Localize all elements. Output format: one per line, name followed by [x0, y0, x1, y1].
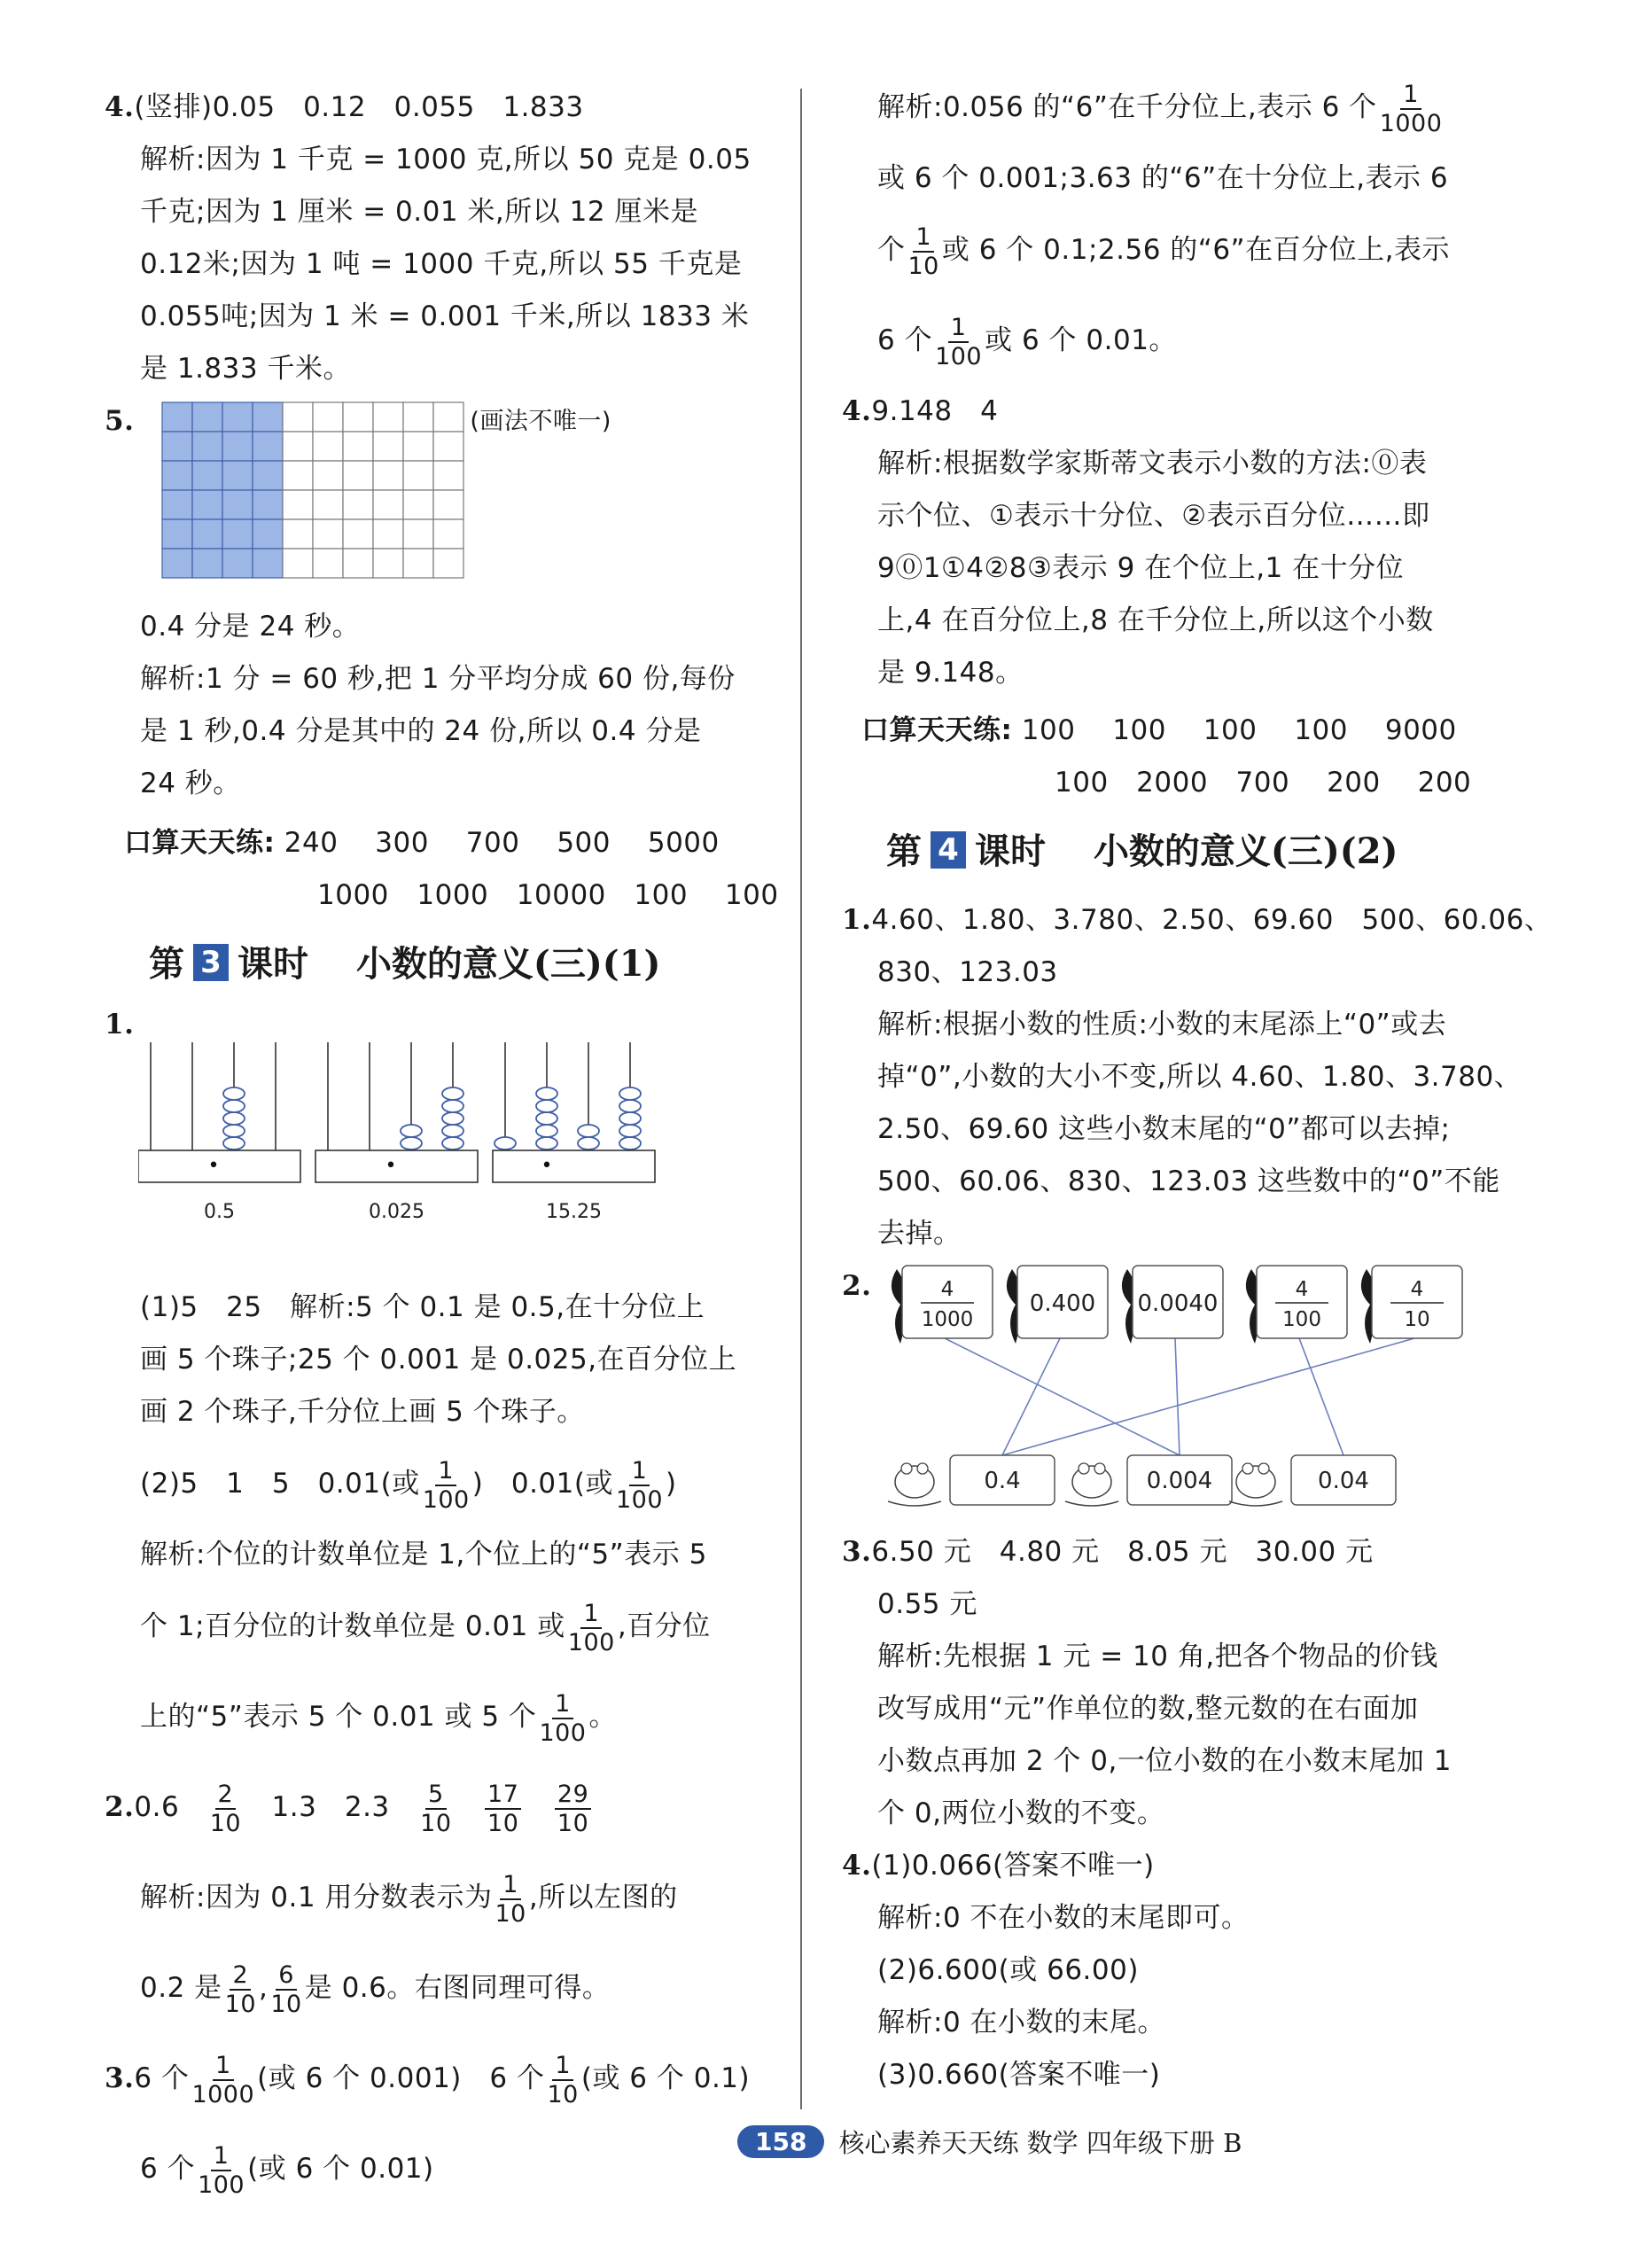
- l4q1-line: 解析:根据小数的性质:小数的末尾添上“0”或去: [877, 1009, 1447, 1040]
- abacus-bead: [536, 1100, 557, 1112]
- l3q1-line: 画 5 个珠子;25 个 0.001 是 0.025,在百分位上: [140, 1344, 737, 1376]
- grid-cell: [313, 461, 343, 490]
- lesson-number-badge: 3: [193, 944, 229, 981]
- abacus-bead: [442, 1100, 463, 1112]
- fraction: $\frac{17}{10}$: [485, 1781, 521, 1837]
- page-footer: [737, 2122, 1242, 2161]
- q4r-analysis-line: 是 9.148。: [877, 657, 1024, 689]
- fraction: $\frac{6}{10}$: [270, 1960, 302, 2018]
- frog-eye: [1258, 1463, 1269, 1474]
- grid-cell: [253, 461, 283, 490]
- grid-cell: [433, 432, 463, 461]
- q4r-analysis-line: 解析:根据数学家斯蒂文表示小数的方法:⓪表: [877, 448, 1428, 479]
- grid-cell: [343, 549, 373, 578]
- grid-cell: [222, 519, 253, 549]
- grid-cell: [222, 549, 253, 578]
- abacus-frame: [315, 1150, 478, 1182]
- grid-cell: [192, 519, 222, 549]
- q5-note: (画法不唯一): [470, 408, 611, 435]
- grid-cell: [222, 402, 253, 432]
- abacus-bead: [223, 1100, 245, 1112]
- grid-cell: [313, 402, 343, 432]
- grid-cell: [162, 519, 192, 549]
- grid-cell: [192, 461, 222, 490]
- decimal-point: •: [207, 1155, 220, 1177]
- prev-analysis: 或 6 个 0.001;3.63 的“6”在十分位上,表示 6: [877, 162, 1449, 194]
- lesson3-title: 第 3 课时 小数的意义(三)(1): [149, 943, 661, 985]
- abacus-bead: [619, 1087, 641, 1100]
- l3q3-answer: 6 个 $\frac{1}{100}$ (或 6 个 0.01): [140, 2141, 434, 2199]
- l3q2-analysis: 0.2 是 $\frac{2}{10}$ , $\frac{6}{10}$ 是 0.6。右图同理可得。: [140, 1960, 611, 2018]
- l4q4-line: 解析:0 不在小数的末尾即可。: [877, 1902, 1250, 1934]
- q4-analysis-line: 0.12米;因为 1 吨 = 1000 千克,所以 55 千克是: [140, 248, 743, 280]
- q4r-analysis-line: 9⓪1①4②8③表示 9 在个位上,1 在十分位: [877, 552, 1405, 584]
- frog-eye: [1079, 1463, 1089, 1474]
- match-line: [1002, 1338, 1414, 1455]
- grid-cell: [373, 549, 403, 578]
- prev-analysis: 个 $\frac{1}{10}$ 或 6 个 0.1;2.56 的“6”在百分位上,表示: [877, 222, 1450, 280]
- frog-legs: [1229, 1501, 1282, 1506]
- l4q3-line: 解析:先根据 1 元 = 10 角,把各个物品的价钱: [877, 1641, 1438, 1672]
- fraction: $\frac{1}{1000}$: [1379, 80, 1443, 137]
- frog-icon: [1236, 1466, 1275, 1498]
- grid-cell: [162, 461, 192, 490]
- grid-cell: [433, 461, 463, 490]
- grid-cell: [162, 432, 192, 461]
- l4q4-line: (3)0.660(答案不唯一): [877, 2059, 1161, 2091]
- l4q3-line: 个 0,两位小数的不变。: [877, 1797, 1165, 1829]
- grid-cell: [373, 461, 403, 490]
- q4r-analysis-line: 上,4 在百分位上,8 在千分位上,所以这个小数: [877, 604, 1434, 636]
- grid-cell: [313, 432, 343, 461]
- abacus-frame: [493, 1150, 655, 1182]
- matching-diagram-row: 2. 4 1000 0.400 0.0040 4 100 4 10 0.4 0.004 0.04: [842, 1260, 1524, 1526]
- l3q1-part2: (2)5 1 5 0.01(或 $\frac{1}{100}$ ) 0.01(或 $\frac{1}{100}$ ): [140, 1456, 677, 1514]
- l3q3-answer: 3.6 个 $\frac{1}{1000}$ (或 6 个 0.001) 6 个 $\frac{1}{10}$ (或 6 个 0.1): [105, 2051, 751, 2108]
- card-denominator: 10: [1404, 1308, 1430, 1331]
- page-number: 158: [737, 2125, 824, 2158]
- abacus-bead: [619, 1112, 641, 1125]
- frog-icon: [1072, 1466, 1111, 1498]
- l4q3-line: 3.6.50 元 4.80 元 8.05 元 30.00 元: [842, 1536, 1374, 1568]
- card-value: 0.400: [1029, 1290, 1096, 1317]
- match-line: [1299, 1338, 1343, 1455]
- prev-analysis: 解析:0.056 的“6”在千分位上,表示 6 个 $\frac{1}{1000}$: [877, 80, 1443, 137]
- column-divider: [800, 89, 802, 2109]
- grid-cell: [283, 432, 313, 461]
- l3q1-line: (1)5 25 解析:5 个 0.1 是 0.5,在十分位上: [140, 1291, 705, 1323]
- l4q3-line: 0.55 元: [877, 1588, 977, 1620]
- q5-answer: 0.4 分是 24 秒。: [140, 611, 361, 643]
- abacus-bead: [536, 1087, 557, 1100]
- grid-cell: [283, 490, 313, 519]
- match-line: [1175, 1338, 1180, 1455]
- right-column: [842, 80, 1553, 2101]
- q5-analysis-line: 解析:1 分 = 60 秒,把 1 分平均分成 60 份,每份: [140, 663, 736, 695]
- grid-cell: [403, 549, 433, 578]
- grid-cell: [283, 519, 313, 549]
- l4q4-line: (2)6.600(或 66.00): [877, 1954, 1139, 1986]
- grid-cell: [253, 490, 283, 519]
- grid-cell: [373, 490, 403, 519]
- fraction: $\frac{5}{10}$: [420, 1780, 452, 1837]
- abacus-label: 0.5: [204, 1201, 235, 1223]
- l4q4-line: 解析:0 在小数的末尾。: [877, 2007, 1166, 2038]
- frog-eye: [901, 1463, 912, 1474]
- frog-eye: [917, 1463, 928, 1474]
- decimal-point: •: [385, 1155, 397, 1177]
- grid-cell: [253, 519, 283, 549]
- fraction: $\frac{1}{100}$: [422, 1456, 470, 1514]
- grid-cell: [253, 402, 283, 432]
- l4q3-line: 改写成用“元”作单位的数,整元数的在右面加: [877, 1693, 1419, 1725]
- q5-analysis-line: 24 秒。: [140, 768, 241, 799]
- grid-cell: [373, 432, 403, 461]
- frog-icon: [895, 1466, 934, 1498]
- grid-cell: [253, 549, 283, 578]
- abacus-bead: [401, 1125, 422, 1137]
- abacus-bead: [536, 1125, 557, 1137]
- grid-cell: [162, 549, 192, 578]
- abacus-bead: [442, 1125, 463, 1137]
- l3q1-line: 解析:个位的计数单位是 1,个位上的“5”表示 5: [140, 1539, 707, 1570]
- frog-legs: [1065, 1501, 1118, 1506]
- oral-practice-row2: 1000 1000 10000 100 100: [317, 879, 779, 911]
- q4-analysis-line: 解析:因为 1 千克 = 1000 克,所以 50 克是 0.05: [140, 144, 752, 175]
- grid-cell: [313, 549, 343, 578]
- abacus-bead: [442, 1087, 463, 1100]
- grid-cell: [343, 432, 373, 461]
- grid-cell: [433, 549, 463, 578]
- left-column: [105, 82, 796, 2214]
- abacus-bead: [495, 1137, 516, 1150]
- grid-cell: [403, 461, 433, 490]
- frog-legs: [888, 1501, 941, 1506]
- grid-cell: [192, 490, 222, 519]
- abacus-bead: [536, 1112, 557, 1125]
- grid-cell: [283, 461, 313, 490]
- grid-cell: [192, 549, 222, 578]
- grid-cell: [222, 461, 253, 490]
- grid-cell: [403, 490, 433, 519]
- l4q3-line: 小数点再加 2 个 0,一位小数的在小数末尾加 1: [877, 1745, 1452, 1777]
- q4-answer-right: 4.9.148 4: [842, 395, 999, 427]
- q4r-analysis-line: 示个位、①表示十分位、②表示百分位……即: [877, 500, 1430, 532]
- frog-eye: [1242, 1463, 1253, 1474]
- target-value: 0.004: [1146, 1468, 1213, 1494]
- l3q1-line: 个 1;百分位的计数单位是 0.01 或 $\frac{1}{100}$ ,百分位: [140, 1599, 711, 1656]
- abacus-bead: [578, 1125, 599, 1137]
- abacus-bead: [223, 1125, 245, 1137]
- grid-cell: [192, 432, 222, 461]
- l3q2-analysis: 解析:因为 0.1 用分数表示为 $\frac{1}{10}$ ,所以左图的: [140, 1870, 678, 1928]
- grid-cell: [403, 432, 433, 461]
- l4q1-line: 500、60.06、830、123.03 这些数中的“0”不能: [877, 1165, 1500, 1197]
- abacus-bead: [223, 1137, 245, 1150]
- grid-cell: [433, 519, 463, 549]
- fraction: $\frac{1}{1000}$: [191, 2051, 255, 2108]
- matching-diagram: [870, 1260, 1526, 1526]
- oral-practice-row1-right: 口算天天练: 100 100 100 100 9000: [861, 714, 1457, 746]
- l3q1-number: 1.: [105, 1009, 135, 1040]
- abacus-bead: [401, 1137, 422, 1150]
- card-denominator: 1000: [921, 1308, 974, 1331]
- target-value: 0.4: [984, 1468, 1021, 1494]
- grid-cell: [192, 402, 222, 432]
- abacus-diagram: [138, 1042, 670, 1228]
- card-numerator: 4: [940, 1278, 954, 1301]
- book-title: 核心素养天天练 数学 四年级下册 B: [838, 2127, 1242, 2158]
- q4-analysis-line: 0.055吨;因为 1 米 = 0.001 千米,所以 1833 米: [140, 300, 750, 332]
- l4q1-line: 1.4.60、1.80、3.780、2.50、69.60 500、60.06、: [842, 904, 1553, 936]
- decimal-point: •: [541, 1155, 553, 1177]
- q4-analysis-line: 千克;因为 1 厘米 = 0.01 米,所以 12 厘米是: [140, 196, 698, 228]
- abacus-bead: [578, 1137, 599, 1150]
- grid-cell: [403, 519, 433, 549]
- l3q1-line: 画 2 个珠子,千分位上画 5 个珠子。: [140, 1396, 585, 1428]
- prev-analysis: 6 个 $\frac{1}{100}$ 或 6 个 0.01。: [877, 313, 1177, 370]
- abacus-label: 0.025: [369, 1201, 424, 1223]
- grid-cell: [373, 519, 403, 549]
- grid-cell: [343, 490, 373, 519]
- grid-cell: [433, 490, 463, 519]
- oral-practice-row2-right: 100 2000 700 200 200: [1055, 767, 1472, 799]
- lesson4-title: 第 4 课时 小数的意义(三)(2): [886, 830, 1398, 872]
- fraction: $\frac{1}{10}$: [907, 222, 939, 280]
- grid-cell: [283, 549, 313, 578]
- grid-cell: [162, 402, 192, 432]
- grid-cell: [403, 402, 433, 432]
- grid-cell: [313, 490, 343, 519]
- l4q4-line: 4.(1)0.066(答案不唯一): [842, 1850, 1155, 1882]
- card-value: 0.0040: [1137, 1290, 1219, 1317]
- grid-cell: [222, 432, 253, 461]
- grid-cell: [283, 402, 313, 432]
- match-line: [1002, 1338, 1060, 1455]
- grid-cell: [222, 490, 253, 519]
- fraction: $\frac{1}{100}$: [615, 1456, 664, 1514]
- abacus-bead: [619, 1125, 641, 1137]
- l4q1-line: 掉“0”,小数的大小不变,所以 4.60、1.80、3.780、: [877, 1061, 1523, 1093]
- lesson-number-badge: 4: [931, 831, 966, 869]
- l4q1-line: 830、123.03: [877, 956, 1058, 988]
- fraction: $\frac{1}{10}$: [495, 1870, 526, 1928]
- abacus-frame: [138, 1150, 300, 1182]
- card-denominator: 100: [1282, 1308, 1321, 1331]
- grid-cell: [253, 432, 283, 461]
- q4-answer: 4.(竖排)0.05 0.12 0.055 1.833: [105, 91, 584, 123]
- fraction: $\frac{1}{10}$: [547, 2051, 579, 2108]
- q5-analysis-line: 是 1 秒,0.4 分是其中的 24 份,所以 0.4 分是: [140, 715, 702, 747]
- card-numerator: 4: [1410, 1278, 1424, 1301]
- fraction: $\frac{1}{100}$: [198, 2141, 245, 2199]
- target-value: 0.04: [1318, 1468, 1369, 1494]
- abacus-bead: [442, 1112, 463, 1125]
- q5-grid-row: 5. (画法不唯一): [105, 395, 796, 601]
- abacus-bead: [619, 1100, 641, 1112]
- abacus-bead: [536, 1137, 557, 1150]
- abacus-bead: [442, 1137, 463, 1150]
- fraction: $\frac{29}{10}$: [555, 1781, 591, 1837]
- fraction: $\frac{2}{10}$: [209, 1780, 242, 1837]
- l3q1-line: 上的“5”表示 5 个 0.01 或 5 个 $\frac{1}{100}$ 。: [140, 1689, 617, 1747]
- l4q1-line: 去掉。: [877, 1218, 962, 1250]
- l3q2-answer: 2.0.6 $\frac{2}{10}$ 1.3 2.3 $\frac{5}{10}$ $\frac{17}{10}$ $\frac{29}{10}$: [105, 1762, 796, 1852]
- oral-practice-row1: 口算天天练: 240 300 700 500 5000: [124, 827, 720, 859]
- fraction: $\frac{1}{100}$: [567, 1599, 615, 1656]
- q4-analysis-line: 是 1.833 千米。: [140, 353, 351, 385]
- grid-cell: [343, 402, 373, 432]
- frog-eye: [1094, 1463, 1105, 1474]
- abacus-bead: [223, 1087, 245, 1100]
- fraction: $\frac{1}{100}$: [539, 1689, 587, 1747]
- decimal-grid-diagram: [160, 401, 466, 581]
- fraction: $\frac{1}{100}$: [935, 313, 983, 370]
- grid-cell: [162, 490, 192, 519]
- abacus-row: [105, 1042, 796, 1282]
- abacus-bead: [619, 1137, 641, 1150]
- grid-cell: [433, 402, 463, 432]
- card-numerator: 4: [1295, 1278, 1309, 1301]
- fraction: $\frac{2}{10}$: [224, 1960, 257, 2018]
- grid-cell: [373, 402, 403, 432]
- abacus-bead: [223, 1112, 245, 1125]
- grid-cell: [343, 519, 373, 549]
- abacus-label: 15.25: [546, 1201, 602, 1223]
- l4q1-line: 2.50、69.60 这些小数末尾的“0”都可以去掉;: [877, 1113, 1451, 1145]
- grid-cell: [343, 461, 373, 490]
- grid-cell: [313, 519, 343, 549]
